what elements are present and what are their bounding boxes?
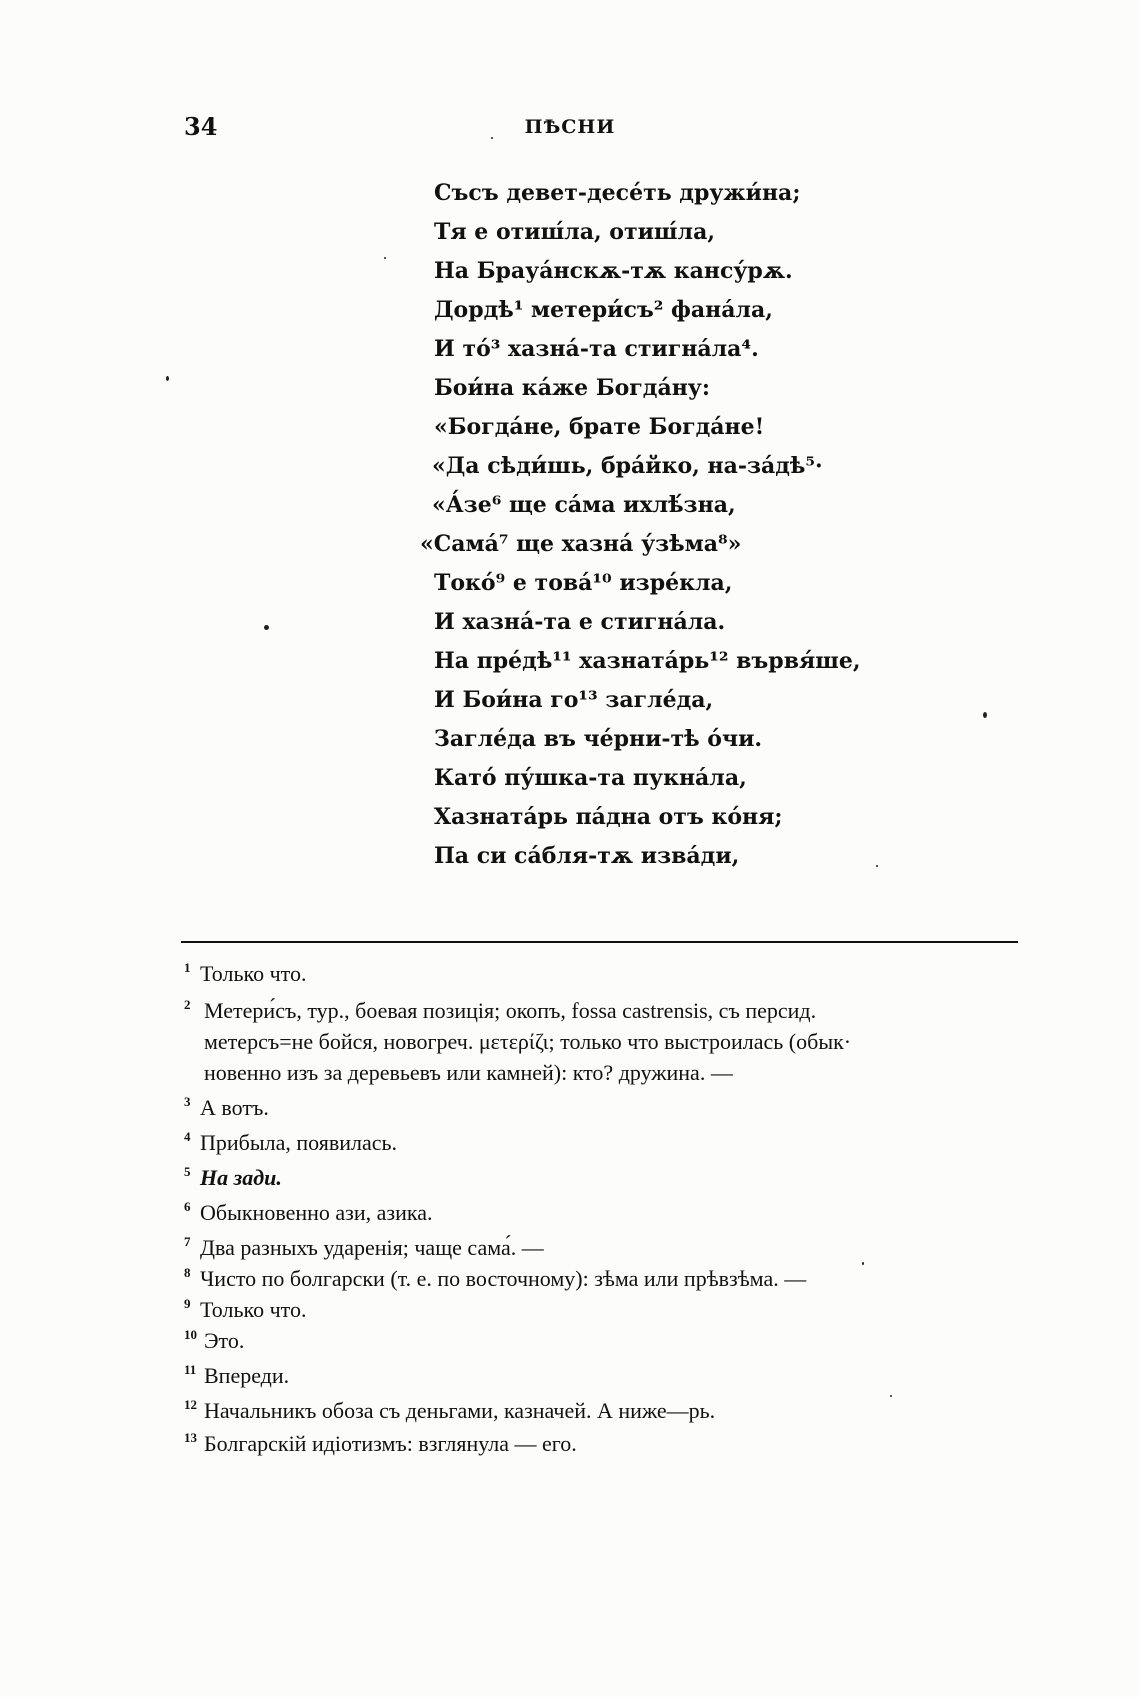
- footnote-11: [184, 1360, 1044, 1391]
- footnote-number: 5: [184, 1164, 191, 1179]
- verse-line: Дордѣ¹ метери́съ² фанáла,: [434, 297, 773, 323]
- footnote-number: 7: [184, 1234, 191, 1249]
- footnote-10: [184, 1325, 1044, 1356]
- verse-line: Бои́на ка́же Богда́ну:: [434, 375, 710, 401]
- footnote-text: Болгарскій идіотизмъ: взглянула — его.: [204, 1431, 577, 1456]
- scan-speck: [384, 257, 386, 259]
- song-verses: [420, 174, 861, 876]
- footnote-number: 10: [184, 1327, 197, 1342]
- footnote-number: 6: [184, 1199, 191, 1214]
- page-number: 34: [184, 112, 218, 141]
- footnote-text-line: метерсъ=не бойся, новогреч. μετερίζι; только что выстроилась (обык·: [204, 1029, 852, 1054]
- footnote-number: 11: [184, 1362, 197, 1377]
- verse-line: Тя е отиш́ла, отиш́ла,: [434, 219, 715, 245]
- footnote-number: 2: [184, 997, 191, 1012]
- scan-speck: [876, 865, 878, 867]
- scan-speck: [890, 1395, 892, 1397]
- verse-line: Па си сáбля-тѫ извáди,: [434, 843, 740, 869]
- footnote-text-line: Метери́съ, тур., боевая позиція; окопъ, fossa castrensis, съ персид.: [204, 998, 817, 1023]
- verse-line: На Брауа́нскѫ-тѫ кансу́рѫ.: [434, 258, 793, 284]
- footnote-2: [184, 995, 1044, 1088]
- footnote-text: Чисто по болгарски (т. е. по восточному): зѣма или прѣвзѣма. —: [200, 1266, 807, 1291]
- verse-line: Токо́⁹ е това́¹⁰ изре́кла,: [434, 570, 733, 596]
- footnote-text: Обыкновенно ази, азика.: [200, 1200, 433, 1225]
- footnote-3: [184, 1092, 1044, 1123]
- footnote-5: [184, 1162, 1044, 1193]
- verse-line: На пре́дѣ¹¹ хазнатáрь¹² вървя́ше,: [434, 648, 861, 674]
- footnote-number: 9: [184, 1296, 191, 1311]
- footnote-number: 4: [184, 1129, 191, 1144]
- footnote-text: Только что.: [200, 961, 307, 986]
- footnotes: [184, 958, 1044, 1459]
- footnote-text: Начальникъ обоза съ деньгами, казначей. А ниже—рь.: [204, 1398, 716, 1423]
- footnote-text: Прибыла, появилась.: [200, 1130, 398, 1155]
- verse-line: И то́³ хазна́-та стигнáла⁴.: [434, 336, 759, 362]
- verse-line: «А́зе⁶ ще сáма ихлѣ́зна,: [432, 492, 736, 518]
- verse-line: И Бои́на го¹³ загле́да,: [434, 687, 714, 713]
- footnote-number: 13: [184, 1430, 197, 1445]
- verse-line: И хазна́-та е стигнáла.: [434, 609, 726, 635]
- footnote-text-line: новенно изъ за деревьевъ или камней): кто? дружина. —: [204, 1060, 733, 1085]
- verse-line: Загле́да въ че́рни-тѣ о́чи.: [434, 726, 763, 752]
- footnote-text: Только что.: [200, 1297, 307, 1322]
- footnote-7: [184, 1232, 1044, 1263]
- footnote-text: А вотъ.: [200, 1095, 269, 1120]
- footnote-6: [184, 1197, 1044, 1228]
- footnote-12: [184, 1395, 1044, 1426]
- verse-line: «Да сѣди́шь, бра́йко, на-за́дѣ⁵·: [432, 453, 823, 479]
- verse-line: «Самá⁷ ще хазна́ у́зѣма⁸»: [420, 531, 742, 557]
- footnote-divider: [181, 941, 1018, 943]
- footnote-number: 3: [184, 1094, 191, 1109]
- footnote-number: 8: [184, 1265, 191, 1280]
- footnote-13: [184, 1428, 1044, 1459]
- verse-line: Като́ пу́шка-та пукнáла,: [434, 765, 747, 791]
- scan-speck: [264, 625, 269, 630]
- footnote-4: [184, 1127, 1044, 1158]
- footnote-text: Впереди.: [204, 1363, 290, 1388]
- footnote-text: Это.: [204, 1328, 245, 1353]
- running-header: ПѢСНИ: [524, 116, 616, 138]
- verse-line: Съсъ девет-десе́ть дружи́на;: [434, 180, 801, 206]
- footnote-9: [184, 1294, 1044, 1325]
- verse-line: Хазнатáрь пáдна отъ ко́ня;: [434, 804, 783, 830]
- footnote-1: [184, 958, 1044, 989]
- footnote-number: 1: [184, 960, 191, 975]
- scan-speck: [166, 376, 169, 381]
- footnote-text: На зади.: [200, 1165, 282, 1190]
- scan-speck: [862, 1262, 864, 1265]
- verse-line: «Богда́не, брате Богда́не!: [434, 414, 765, 440]
- footnote-8: [184, 1263, 1044, 1294]
- footnote-number: 12: [184, 1397, 197, 1412]
- scan-speck: [983, 712, 987, 718]
- footnote-text: Два разныхъ ударенія; чаще сама́. —: [200, 1235, 544, 1260]
- scan-speck: [491, 137, 493, 139]
